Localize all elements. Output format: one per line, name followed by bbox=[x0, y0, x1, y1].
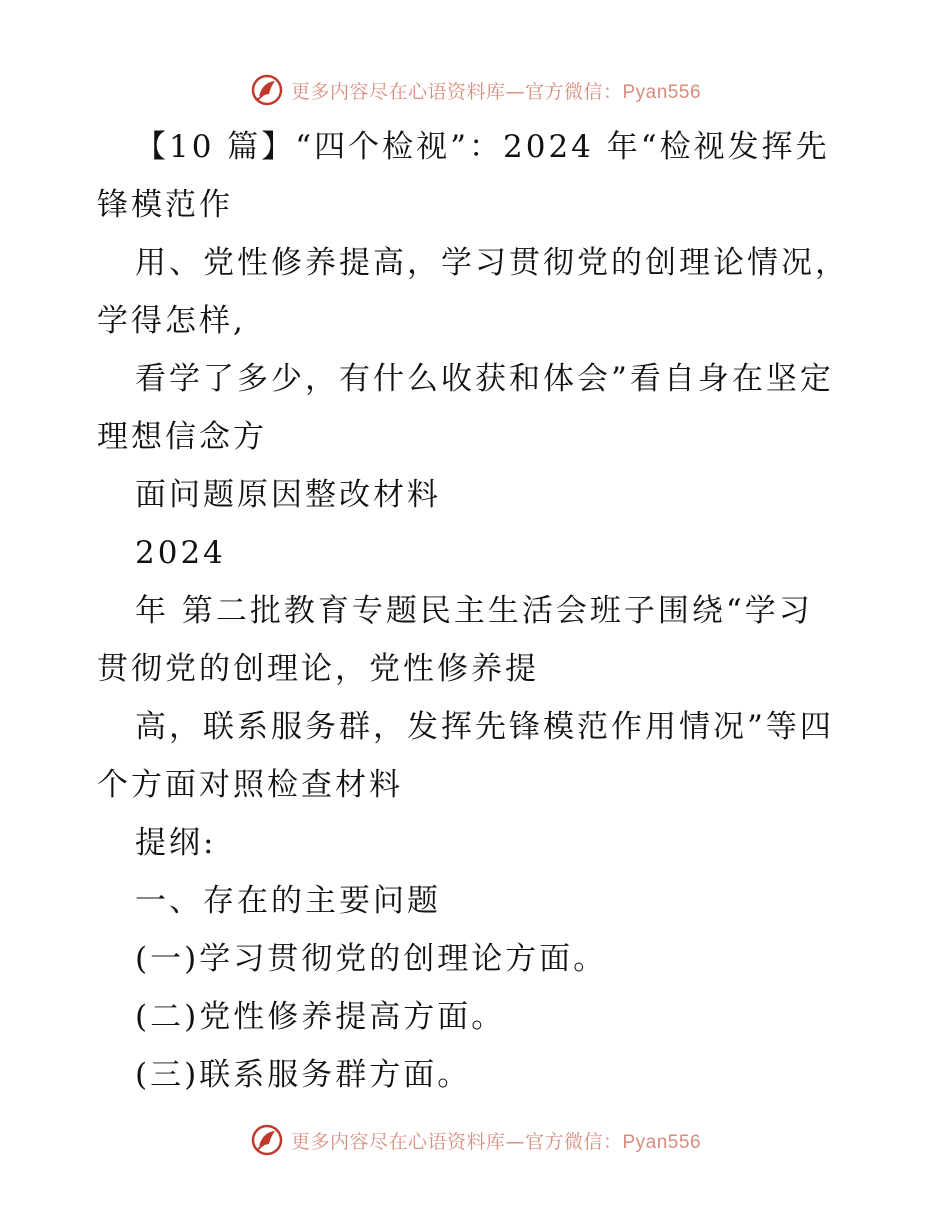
text-line: 个方面对照检查材料 bbox=[97, 767, 403, 803]
text-line: (三)联系服务群方面。 bbox=[135, 1057, 472, 1093]
document-body bbox=[97, 118, 857, 1104]
watermark-text: 更多内容尽在心语资料库—官方微信：Pyan556 bbox=[290, 80, 702, 103]
text-line: 2024 bbox=[135, 535, 226, 571]
text-line: 面问题原因整改材料 bbox=[135, 477, 441, 513]
footer-watermark bbox=[0, 1120, 950, 1160]
text-line: 年 第二批教育专题民主生活会班子围绕“学习 bbox=[135, 593, 813, 629]
brand-logo-icon bbox=[249, 72, 285, 108]
text-line: 理想信念方 bbox=[97, 419, 267, 455]
text-line: 看学了多少，有什么收获和体会”看自身在坚定 bbox=[135, 361, 834, 397]
text-line: 一、存在的主要问题 bbox=[135, 883, 441, 919]
text-line: (二)党性修养提高方面。 bbox=[135, 999, 506, 1035]
text-line: 锋模范作 bbox=[97, 187, 233, 223]
header-watermark bbox=[0, 70, 950, 110]
text-line: 【10 篇】“四个检视”：2024 年“检视发挥先 bbox=[135, 129, 830, 165]
text-line: 学得怎样, bbox=[97, 303, 246, 339]
text-line: (一)学习贯彻党的创理论方面。 bbox=[135, 941, 608, 977]
text-line: 提纲: bbox=[135, 825, 217, 861]
text-line: 高，联系服务群，发挥先锋模范作用情况”等四 bbox=[135, 709, 834, 745]
brand-logo-icon bbox=[249, 1122, 285, 1158]
text-line: 贯彻党的创理论，党性修养提 bbox=[97, 651, 539, 687]
text-line: 用、党性修养提高，学习贯彻党的创理论情况， bbox=[135, 245, 849, 281]
watermark-text: 更多内容尽在心语资料库—官方微信：Pyan556 bbox=[290, 1130, 702, 1153]
